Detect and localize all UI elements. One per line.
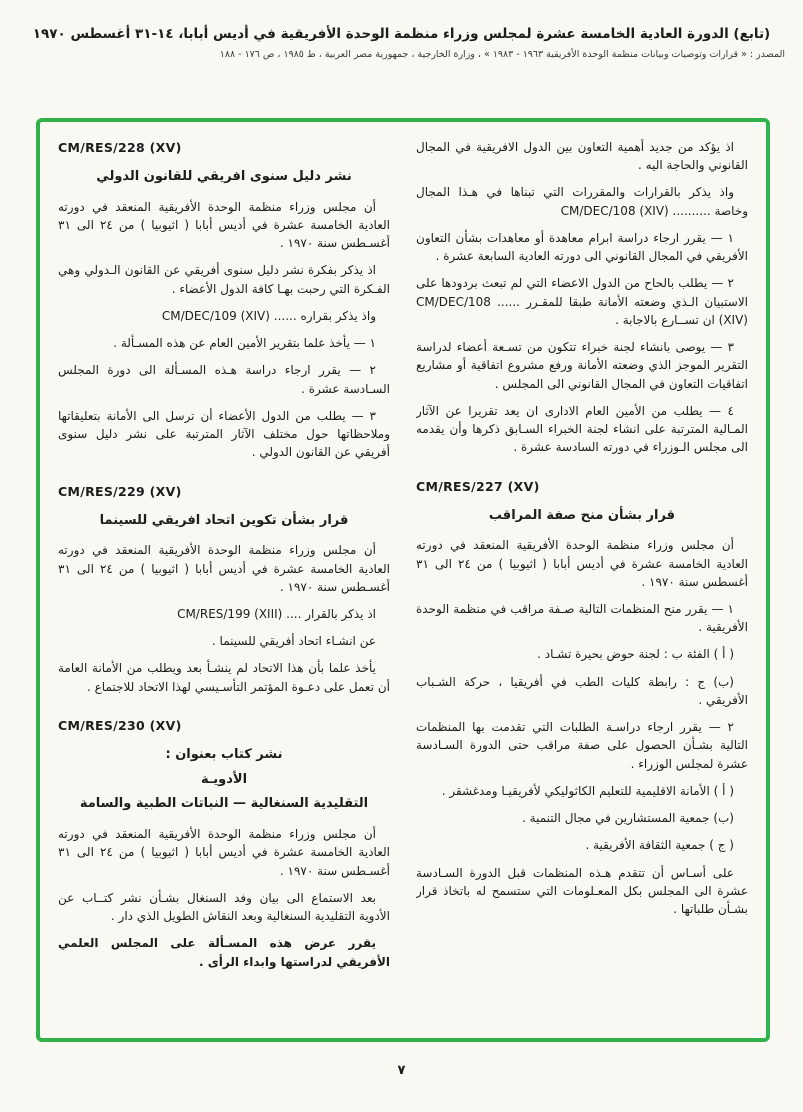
- paragraph: عن انشـاء اتحاد أفريقي للسينما .: [211, 634, 376, 649]
- highlight-frame: [36, 118, 770, 1042]
- resolution-ref: CM/RES/229 (XV): [58, 483, 182, 499]
- paragraph: (ب) ج : رابطة كليات الطب في أفريقيا ، حركة الشـباب الأفريقي .: [416, 674, 748, 707]
- paragraph: اذ يؤكد من جديد أهمية التعاون بين الدول الافريقية في المجال القانوني والحاجة اليه .: [416, 140, 748, 173]
- page-header: [0, 0, 803, 60]
- paragraph: يقرر عرض هذه المسـألة على المجلس العلمي الأفريقي لدراستها وابداء الرأى .: [58, 936, 390, 969]
- left-column: [58, 138, 390, 1022]
- paragraph: ( ج ) جمعية الثقافة الأفريقية .: [585, 838, 734, 853]
- paragraph: (ب) جمعية المستشارين في مجال التنمية .: [522, 811, 734, 826]
- resolution-ref: CM/RES/228 (XV): [58, 140, 182, 155]
- paragraph: ١ — يقرر ارجاء دراسة ابرام معاهدة أو معاهدات بشأن التعاون الأفريقي في المجال القانوني الى دورته العادية السابعة عشرة .: [416, 230, 748, 264]
- paragraph: ٣ — يوصى بانشاء لجنة خبراء تتكون من تسـعة أعضاء لدراسة التقرير الموجز الذي وضعته الأمانة ورفع مشروع اتفاقية أو مشاريع اتفاقيات التعاون في المجال القانوني الى المجلس .: [416, 340, 748, 391]
- resolution-title: نشر دليل سنوى افريقي للقانون الدولي: [96, 169, 352, 184]
- paragraph: أن مجلس وزراء منظمة الوحدة الأفريقية المنعقد في دورته العادية الخامسة عشرة في أديس أبابا ( اثيوبيا ) من ٢٤ الى ٣١ أغسـطس سنة ١٩٧٠ .: [58, 199, 390, 251]
- source-note: المصدر : « قرارات وتوصيات وبيانات منظمة الوحدة الأفريقية ١٩٦٣ - ١٩٨٣ » ، وزارة الخارجية ، جمهورية مصر العربية ، ط ١٩٨٥ ، ص ١٧٦ - ١٨٨: [219, 49, 785, 60]
- paragraph: واذ يذكر بالقرارات والمقررات التي تبناها في هـذا المجال وخاصة .......... CM/DEC/108 (XIV): [416, 185, 748, 218]
- right-column: [416, 138, 748, 1022]
- paragraph: أن مجلس وزراء منظمة الوحدة الأفريقية المنعقد في دورته العادية الخامسة عشرة في أديس أبابا ( اثيوبيا ) من ٢٤ الى ٣١ أغسـطس سنة ١٩٧٠ .: [58, 827, 390, 878]
- paragraph: ٢ — يقرر ارجاء دراسـة الطلبات التي تقدمت بها المنظمات التالية بشـأن الحصول على صفة مراقب حتى الدورة السـادسة عشرة لمجلس الوزراء .: [416, 720, 748, 771]
- page-number: ٧: [397, 1063, 406, 1078]
- paragraph: اذ يذكر بالقرار .... CM/RES/199 (XIII): [177, 607, 376, 622]
- resolution-title: الأدويـة: [200, 771, 248, 787]
- resolution-ref: CM/RES/230 (XV): [58, 717, 182, 733]
- resolution-title: قرار بشأن تكوين اتحاد افريقي للسينما: [99, 512, 349, 528]
- paragraph: ٣ — يطلب من الدول الأعضاء أن ترسل الى الأمانة بتعليقاتها وملاحظاتها حول مختلف الآثار المترتبة على نشر دليل سنوى أفريقي عن القانون الدولي .: [58, 408, 390, 460]
- paragraph: ( أ ) الفئة ب : لجنة حوض بحيرة تشـاد .: [537, 647, 734, 662]
- paragraph: على أسـاس أن تتقدم هـذه المنظمات قبل الدورة السـادسة عشرة الى المجلس بكل المعـلومات التي ستسمح له باتخاذ قرار بشـأن طلباتها .: [416, 865, 748, 917]
- resolution-ref: CM/RES/227 (XV): [416, 478, 540, 494]
- paragraph: أن مجلس وزراء منظمة الوحدة الأفريقية المنعقد في دورته العادية الخامسة عشرة في أديس أبابا ( اثيوبيا ) من ٢٤ الى ٣١ أغسطس سنة ١٩٧٠ .: [416, 538, 748, 589]
- paragraph: واذ يذكر بقراره ...... CM/DEC/109 (XIV): [161, 308, 376, 323]
- paragraph: ٢ — يطلب بالحاح من الدول الاعضاء التي لم تبعث بردودها على الاستبيان الـذي وضعته الأمانة طبقا للمقـرر ...... CM/DEC/108 (XIV) ان تســارع بالاجابة .: [416, 276, 748, 327]
- paragraph: ٤ — يطلب من الأمين العام الادارى ان يعد تقريرا عن الآثار المـالية المترتبة على انشاء لجنة الخبراء السـابق ذكرها وأن يقدمه الى مجلس الـوزراء في دورته السادسة عشرة .: [416, 403, 748, 455]
- session-title: (تابع) الدورة العادية الخامسة عشرة لمجلس وزراء منظمة الوحدة الأفريقية في أديس أبابا، ١٤-٣١ أغسطس ١٩٧٠: [32, 26, 771, 42]
- paragraph: يأخذ علما بأن هذا الاتحاد لم ينشـأ بعد ويطلب من الأمانة العامة أن تعمل على دعـوة المؤتمر التأسـيسي لهذا الاتحاد للاجتماع .: [58, 661, 390, 694]
- paragraph: بعد الاستماع الى بيان وفد السنغال بشـأن نشر كتــاب عن الأدوية التقليدية السنغالية وبعد النقاش الطويل الذي دار .: [58, 890, 390, 924]
- paragraph: أن مجلس وزراء منظمة الوحدة الأفريقية المنعقد في دورته العادية الخامسة عشرة في أديس أبابا ( اثيوبيا ) من ٢٤ الى ٣١ أغسـطس سنة ١٩٧٠ .: [58, 543, 390, 594]
- paragraph: اذ يذكر بفكرة نشر دليل سنوى أفريقي عن القانون الـدولي وهي الفـكرة التي رحبت بهـا كافة الدول الأعضاء .: [58, 263, 390, 296]
- two-column-text: [58, 138, 748, 1022]
- paragraph: ١ — يقرر منح المنظمات التالية صـفة مراقب في منظمة الوحدة الأفريقية .: [416, 601, 748, 635]
- paragraph: ٢ — يقرر ارجاء دراسة هـذه المسـألة الى دورة المجلس السـادسة عشرة .: [58, 363, 390, 396]
- resolution-title: قرار بشأن منح صفة المراقب: [488, 507, 676, 523]
- resolution-title: نشر كتاب بعنوان :: [165, 746, 283, 762]
- paragraph: ( أ ) الأمانة الاقليمية للتعليم الكاثوليكي لأفريقيـا ومدغشقر .: [441, 783, 734, 798]
- paragraph: ١ — يأخذ علما بتقرير الأمين العام عن هذه المسـألة .: [113, 336, 376, 351]
- resolution-title: التقليدية السنغالية — النباتات الطبية والسامة: [79, 796, 369, 812]
